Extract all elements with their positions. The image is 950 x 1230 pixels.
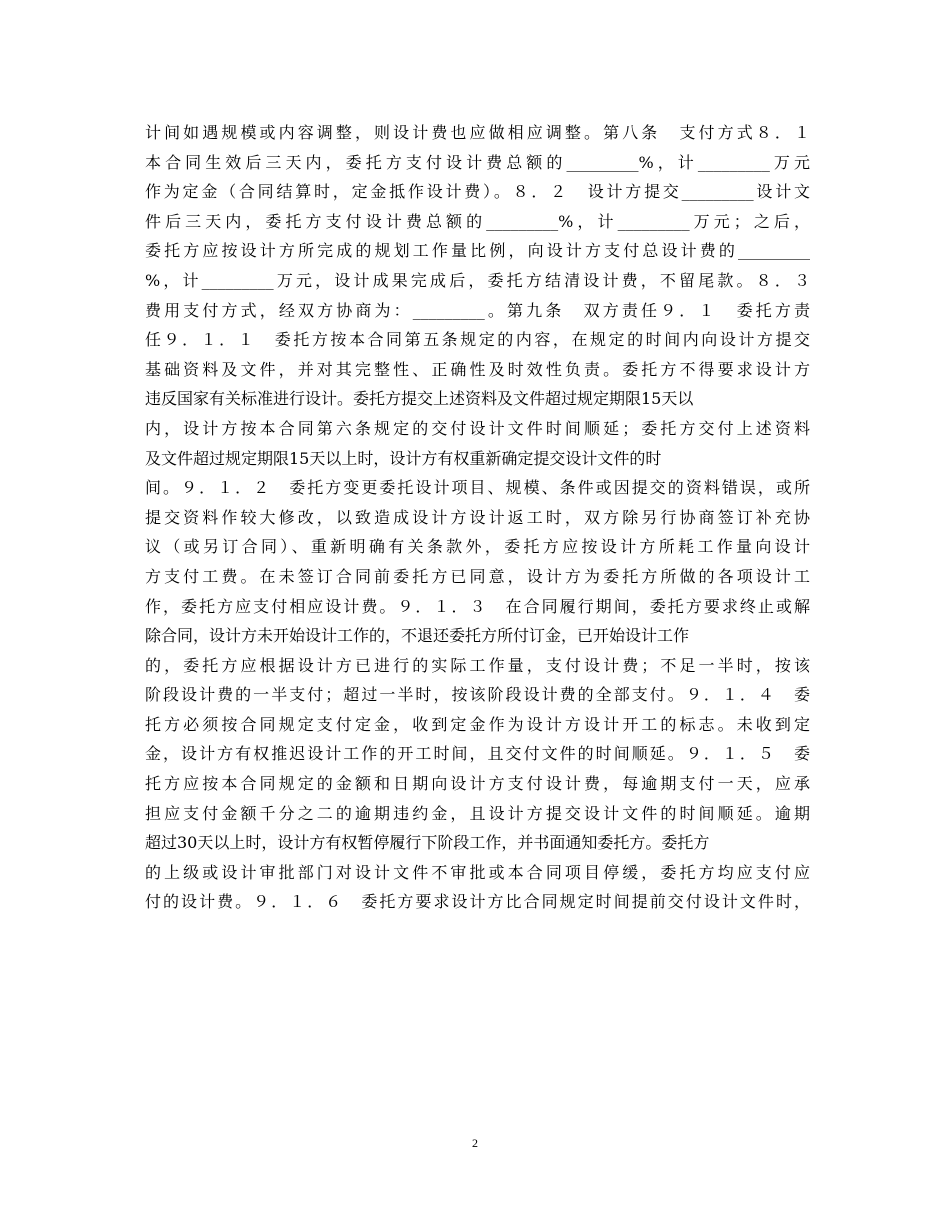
text-line: 基础资料及文件，并对其完整性、正确性及时效性负责。委托方不得要求设计方 — [145, 359, 810, 379]
text-line: %，计_________万元，设计成果完成后，委托方结清设计费，不留尾款。８．３ — [145, 270, 810, 290]
text-line: 件后三天内，委托方支付设计费总额的_________%，计_________万元；之后， — [145, 211, 810, 231]
text-line: 任９．１．１ 委托方按本合同第五条规定的内容，在规定的时间内向设计方提交 — [145, 330, 810, 350]
text-line: 除合同，设计方未开始设计工作的，不退还委托方所付订金，已开始设计工作 — [145, 626, 690, 646]
text-line: 超过30天以上时，设计方有权暂停履行下阶段工作，并书面通知委托方。委托方 — [145, 833, 710, 853]
text-line: 托方应按本合同规定的金额和日期向设计方支付设计费，每逾期支付一天，应承 — [145, 774, 810, 794]
text-line: 违反国家有关标准进行设计。委托方提交上述资料及文件超过规定期限15天以 — [145, 389, 694, 409]
page-number: 2 — [472, 1136, 478, 1150]
text-line: 方支付工费。在未签订合同前委托方已同意，设计方为委托方所做的各项设计工 — [145, 566, 810, 586]
text-line: 提交资料作较大修改，以致造成设计方设计返工时，双方除另行协商签订补充协 — [145, 507, 810, 527]
text-line: 担应支付金额千分之二的逾期违约金，且设计方提交设计文件的时间顺延。逾期 — [145, 803, 810, 823]
text-line: 费用支付方式，经双方协商为：_________。第九条 双方责任９．１ 委托方责 — [145, 300, 810, 320]
text-line: 付的设计费。９．１．６ 委托方要求设计方比合同规定时间提前交付设计文件时， — [145, 892, 810, 912]
text-line: 委托方应按设计方所完成的规划工作量比例，向设计方支付总设计费的_________ — [145, 241, 810, 261]
text-line: 作，委托方应支付相应设计费。９．１．３ 在合同履行期间，委托方要求终止或解 — [145, 596, 810, 616]
text-line: 内，设计方按本合同第六条规定的交付设计文件时间顺延；委托方交付上述资料 — [145, 418, 810, 438]
text-line: 议（或另订合同）、重新明确有关条款外，委托方应按设计方所耗工作量向设计 — [145, 537, 810, 557]
text-line: 间。９．１．２ 委托方变更委托设计项目、规模、条件或因提交的资料错误，或所 — [145, 478, 810, 498]
text-line: 及文件超过规定期限15天以上时，设计方有权重新确定提交设计文件的时 — [145, 448, 662, 468]
text-line: 的，委托方应根据设计方已进行的实际工作量，支付设计费；不足一半时，按该 — [145, 655, 810, 675]
text-line: 计间如遇规模或内容调整，则设计费也应做相应调整。第八条 支付方式８．１ — [145, 123, 810, 142]
text-line: 金，设计方有权推迟设计工作的开工时间，且交付文件的时间顺延。９．１．５ 委 — [145, 744, 810, 764]
text-line: 作为定金（合同结算时，定金抵作设计费）。８．２ 设计方提交_________设计文 — [145, 182, 810, 202]
text-line: 托方必须按合同规定支付定金，收到定金作为设计方设计开工的标志。未收到定 — [145, 714, 810, 734]
text-line: 的上级或设计审批部门对设计文件不审批或本合同项目停缓，委托方均应支付应 — [145, 862, 810, 882]
document-body — [145, 118, 810, 917]
text-line: 本合同生效后三天内，委托方支付设计费总额的_________%，计_________万元 — [145, 152, 810, 172]
text-line: 阶段设计费的一半支付；超过一半时，按该阶段设计费的全部支付。９．１．４ 委 — [145, 685, 810, 705]
